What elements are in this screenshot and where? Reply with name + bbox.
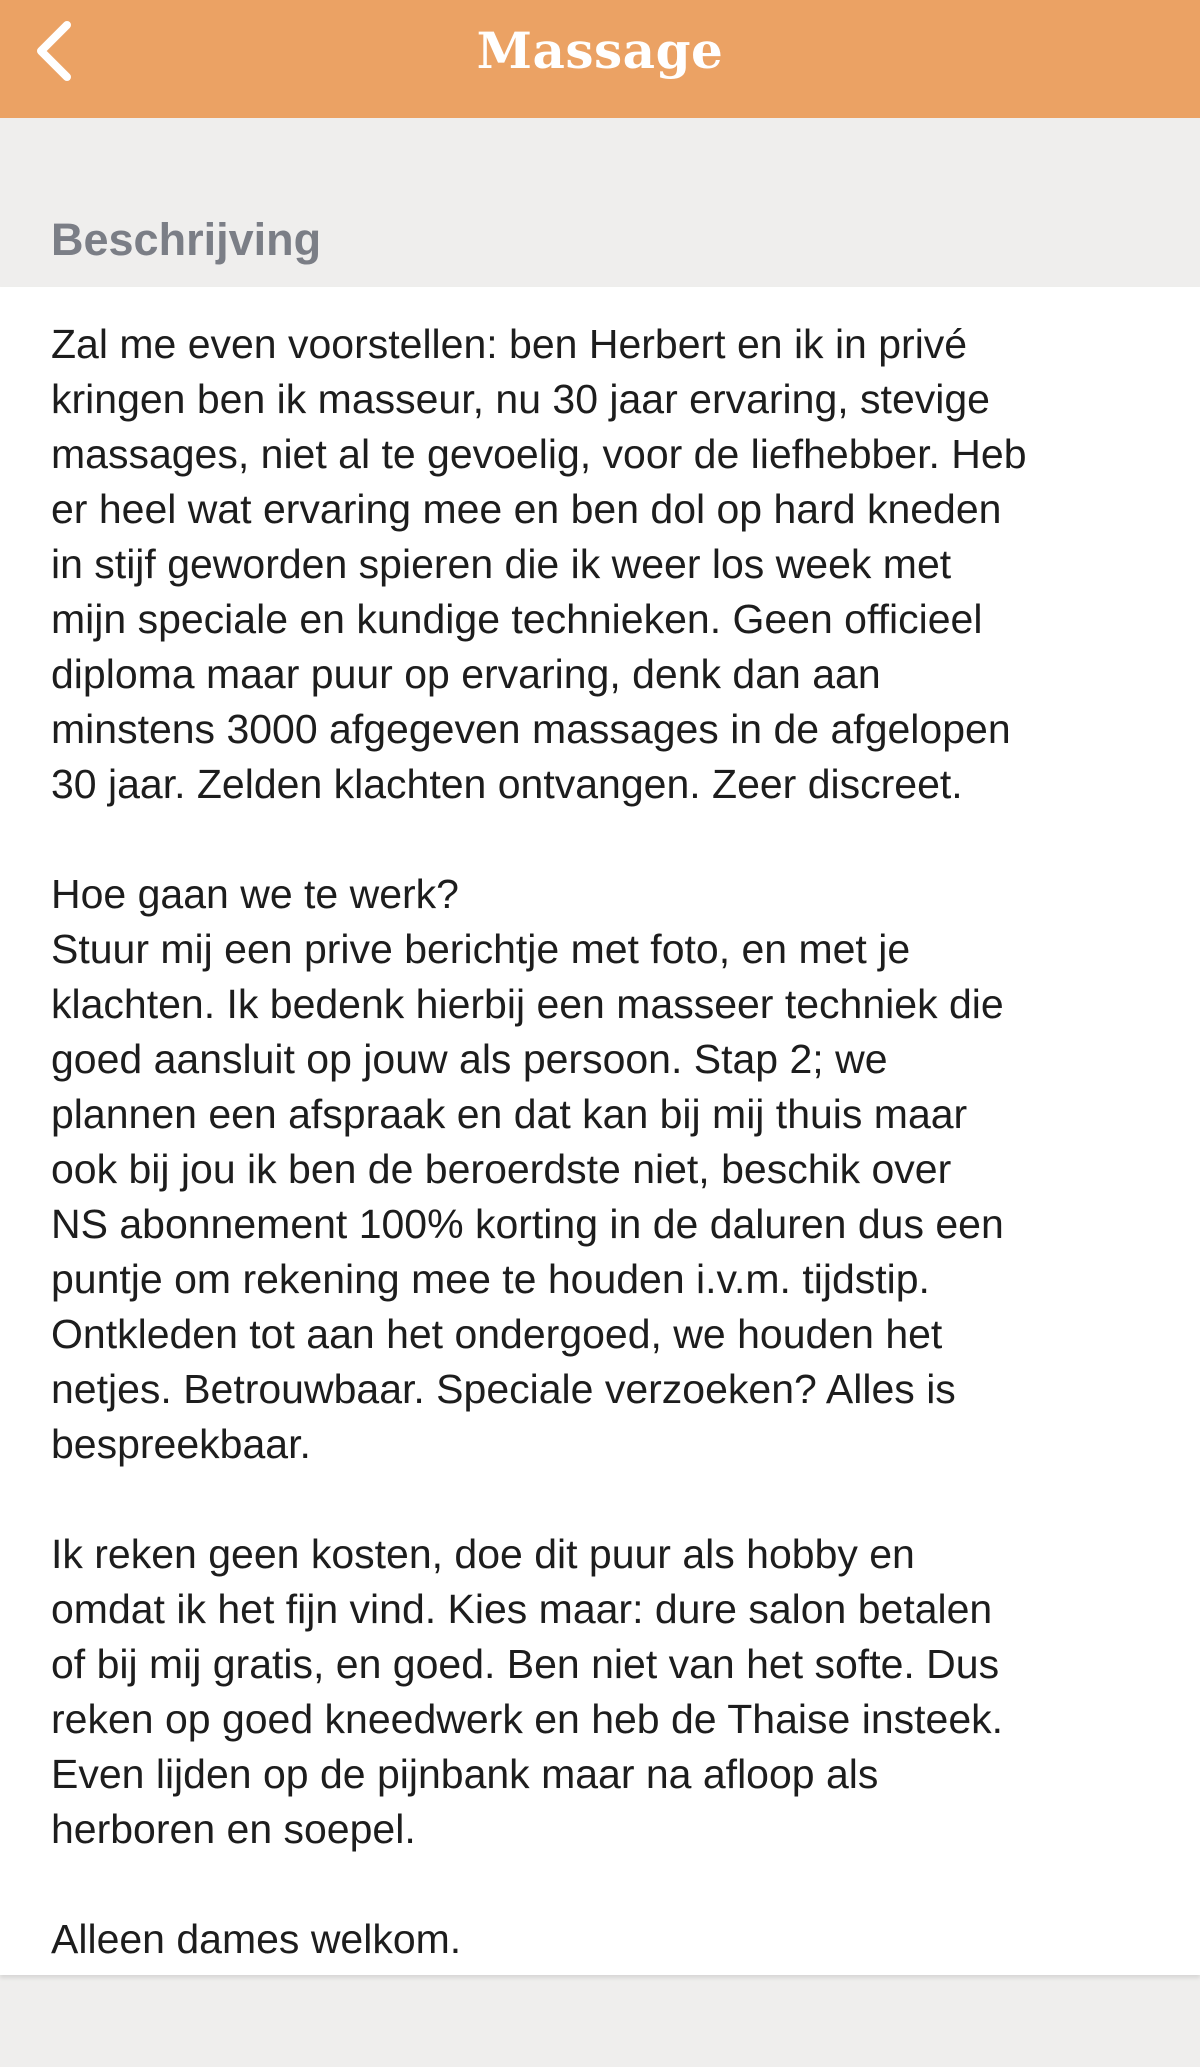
description-text: Zal me even voorstellen: ben Herbert en ik in privé kringen ben ik masseur, nu 30 jaar ervaring, stevige massages, niet al te gevoelig, voor de liefhebber. Heb er heel wat ervaring mee en ben dol op hard kneden in stijf geworden spieren die ik weer los week met mijn speciale en kundige technieken. Geen officieel diploma maar puur op ervaring, denk dan aan minstens 3000 afgegeven massages in de afgelopen 30 jaar. Zelden klachten ontvangen. Zeer discreet. Hoe gaan we te werk? Stuur mij een prive berichtje met foto, en met je klachten. Ik bedenk hierbij een masseer techniek die goed aansluit op jouw als persoon. Stap 2; we plannen een afspraak en dat kan bij mij thuis maar ook bij jou ik ben de beroerdste niet, beschik over NS abonnement 100% korting in de daluren dus een puntje om rekening mee te houden i.v.m. tijdstip. Ontkleden tot aan het ondergoed, we houden het netjes. Betrouwbaar. Speciale verzoeken? Alles is bespreekbaar. Ik reken geen kosten, doe dit puur als hobby en omdat ik het fijn vind. Kies maar: dure salon betalen of bij mij gratis, en goed. Ben niet van het softe. Dus reken op goed kneedwerk en heb de Thaise insteek. Even lijden op de pijnbank maar na afloop als herboren en soepel. Alleen dames welkom. [51, 321, 1027, 1962]
app-header [0, 0, 1200, 118]
description-card [0, 287, 1200, 1975]
section-label-description: Beschrijving [51, 214, 322, 265]
page-title: Massage [476, 21, 724, 80]
